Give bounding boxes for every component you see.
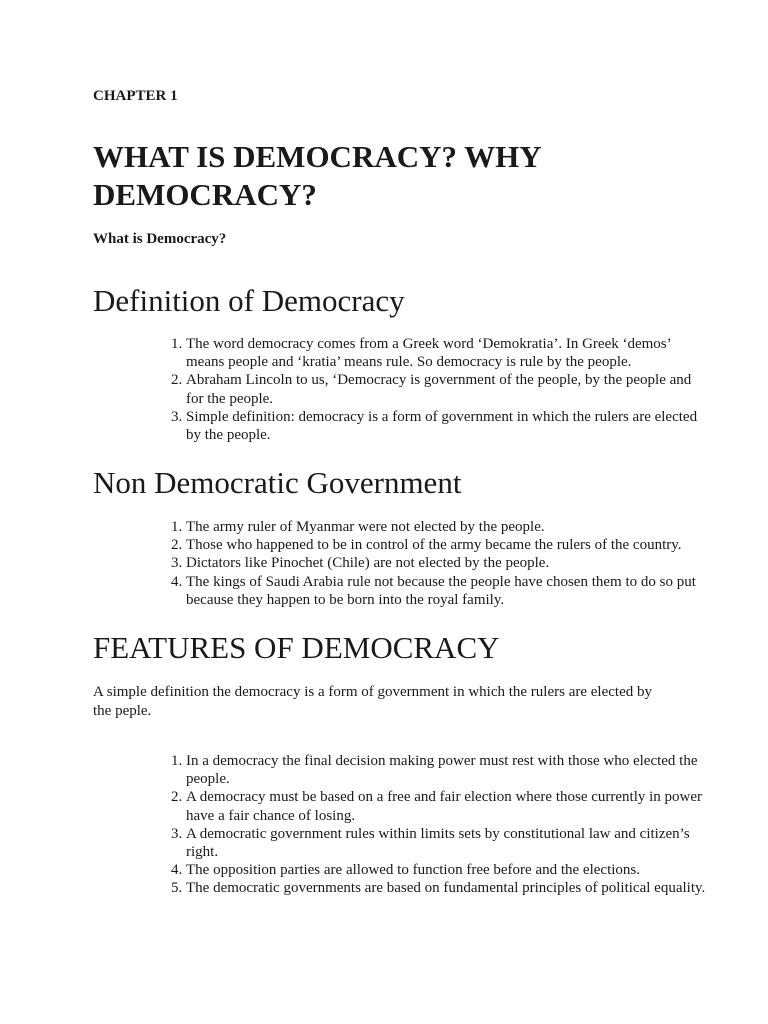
list-item: 3. Dictators like Pinochet (Chile) are not elected by the people. (186, 554, 706, 572)
list-item: 1. In a democracy the final decision making power must rest with those who elected the people. (186, 752, 706, 788)
list-item: 2. Abraham Lincoln to us, ‘Democracy is government of the people, by the people and for the people. (186, 371, 706, 407)
section-heading-features: FEATURES OF DEMOCRACY (93, 630, 500, 665)
list-item: 1. The word democracy comes from a Greek word ‘Demokratia’. In Greek ‘demos’ means people and ‘kratia’ means rule. So democracy is rule by the people. (186, 335, 706, 371)
features-intro: A simple definition the democracy is a form of government in which the rulers are elected by the peple. (93, 684, 652, 719)
list-item: 5. The democratic governments are based on fundamental principles of political equality. (186, 879, 706, 897)
list-item: 2. Those who happened to be in control of the army became the rulers of the country. (186, 536, 706, 554)
chapter-label: CHAPTER 1 (93, 88, 178, 104)
list-item: 3. A democratic government rules within limits sets by constitutional law and citizen’s right. (186, 825, 706, 861)
list-item: 4. The opposition parties are allowed to function free before and the elections. (186, 861, 706, 879)
document-subtitle: What is Democracy? (93, 231, 227, 247)
list-item: 4. The kings of Saudi Arabia rule not because the people have chosen them to do so put because they happen to be born into the royal family. (186, 573, 706, 609)
document-title: WHAT IS DEMOCRACY? WHY DEMOCRACY? (93, 139, 541, 212)
section-heading-non-democratic: Non Democratic Government (93, 465, 462, 500)
list-item: 1. The army ruler of Myanmar were not elected by the people. (186, 518, 706, 536)
non-democratic-list (160, 518, 706, 609)
list-item: 3. Simple definition: democracy is a form of government in which the rulers are elected by the people. (186, 408, 706, 444)
section-heading-definition: Definition of Democracy (93, 283, 405, 318)
definition-list (160, 335, 706, 444)
features-list (160, 752, 706, 898)
list-item: 2. A democracy must be based on a free and fair election where those currently in power have a fair chance of losing. (186, 788, 706, 824)
